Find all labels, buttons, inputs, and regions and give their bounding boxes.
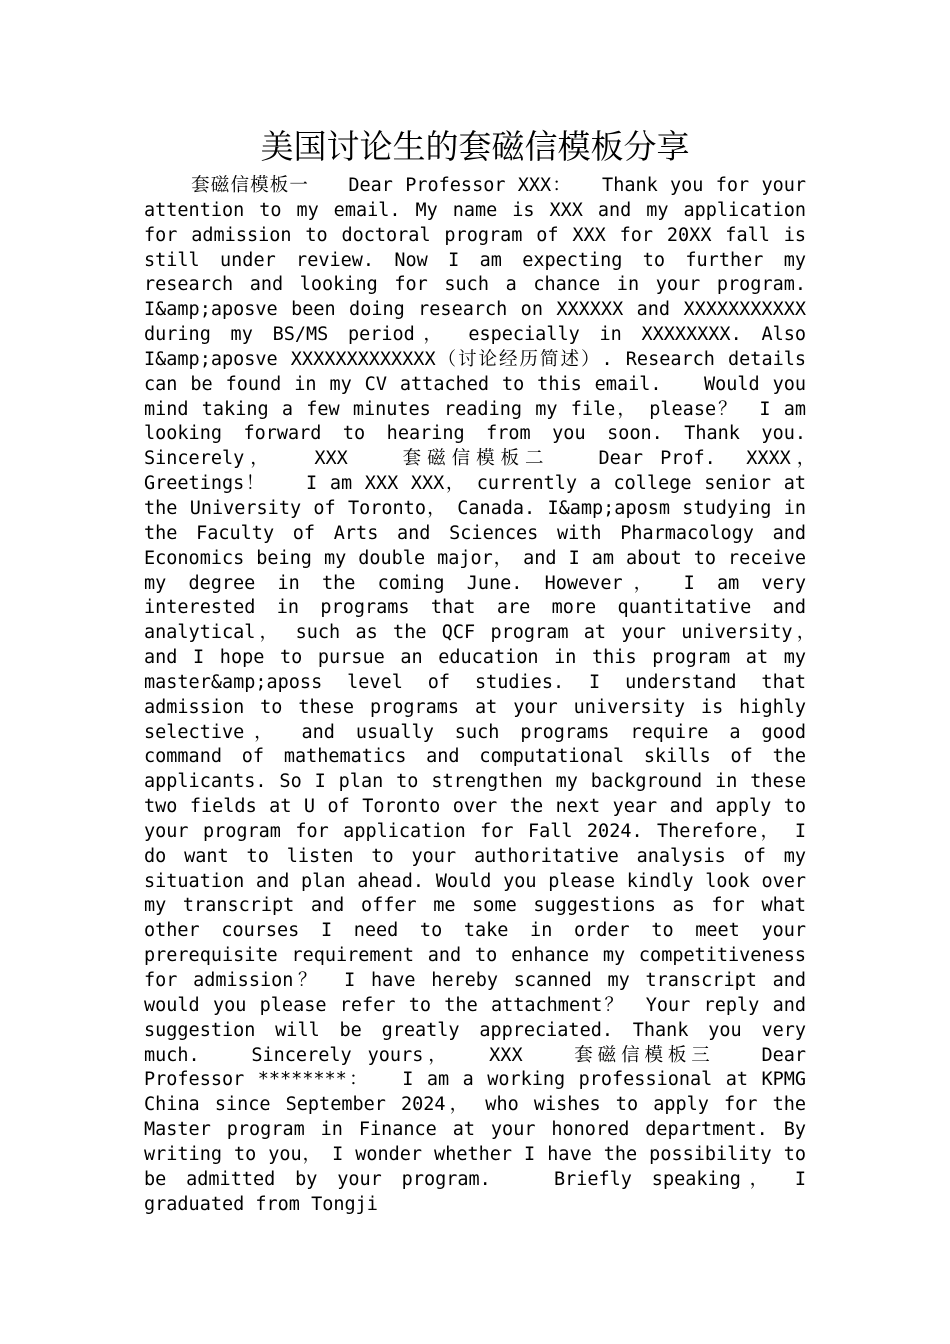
body-text-content: 套磁信模板一 Dear Professor XXX： Thank you for your attention to my email. My name is XXX and my application for admission to doctoral program of XXX for 20XX fall is still under review. Now I am expecting to further my research and looking for such a chance in your program. I&amp;aposve been doing research on XXXXXX and XXXXXXXXXXX during my BS/MS period， especially in XXXXXXXX. Also I&amp;aposve XXXXXXXXXXXXX（讨论经历简述）. Research details can be found in my CV attached to this email. Would you mind taking a few minutes reading my file， please？ I am looking forward to hearing from you soon. Thank you. Sincerely， XXX 套磁信模板二 Dear Prof. XXXX， Greetings！ I am XXX XXX， currently a college senior at the University of Toronto， Canada. I&amp;aposm studying in the Faculty of Arts and Sciences with Pharmacology and Economics being my double major， and I am about to receive my degree in the coming June. However， I am very interested in programs that are more quantitative and analytical， such as the QCF program at your university， and I hope to pursue an education in this program at my master&amp;aposs level of studies. I understand that admission to these programs at your university is highly selective， and usually such programs require a good command of mathematics and computational skills of the applicants. So I plan to strengthen my background in these two fields at U of Toronto over the next year and apply to your program for application for Fall 2024. Therefore， I do want to listen to your authoritative analysis of my situation and plan ahead. Would you please kindly look over my transcript and offer me some suggestions as for what other courses I need to take in order to meet your prerequisite requirement and to enhance my competitiveness for admission？ I have hereby scanned my transcript and would you please refer to the attachment？ Your reply and suggestion will be greatly appreciated. Thank you very much. Sincerely yours， XXX 套磁信模板三 Dear Professor ********： I am a working professional at KPMG China since September 2024， who wishes to apply for the Master program in Finance at your honored department. By writing to you， I wonder whether I have the possibility to be admitted by your program. Briefly speaking， I graduated from Tongji [144,175,844,1215]
document-body [144,174,844,1217]
document-title: 美国讨论生的套磁信模板分享 [260,127,690,166]
